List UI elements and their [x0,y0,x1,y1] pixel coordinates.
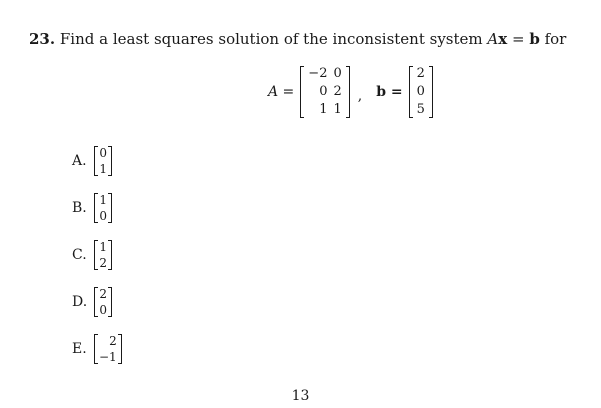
vector-cell: 0 [99,303,107,317]
matrix-A-row [305,101,344,119]
eq-b: b [529,30,540,48]
choice-a[interactable] [72,141,122,181]
choice-label: D. [72,294,88,310]
vector-b-row [414,83,428,101]
answer-choices [72,141,122,376]
matrix-A-row [305,65,344,83]
choice-b[interactable] [72,188,122,228]
vector-b [409,65,433,119]
matrix-cell: 1 [319,102,328,117]
matrix-cell: 2 [333,84,342,99]
choice-vector [94,145,112,177]
choice-label: B. [72,200,87,216]
choice-label: A. [72,153,87,169]
vector-cell: 2 [416,66,425,81]
vector-cell: 1 [99,193,107,207]
problem-text: Find a least squares solution of the inconsistent system [59,30,483,48]
vector-cell: 0 [99,146,107,160]
eq-equals: = [507,30,530,48]
matrix-cell: 1 [333,102,342,117]
choice-vector [94,286,112,318]
matrix-cell: 0 [319,84,328,99]
choice-vector [94,333,122,365]
matrix-separator: , [357,88,363,104]
vector-cell: −1 [99,350,117,364]
problem-number: 23. [29,30,56,48]
eq-A: A [487,30,499,48]
page-number: 13 [291,388,310,404]
eq-x: x [498,30,508,48]
matrix-definitions [268,62,433,122]
vector-cell: 5 [416,102,425,117]
vector-b-row [414,65,428,83]
choice-label: E. [72,341,87,357]
vector-b-row [414,101,428,119]
matrix-A-row [305,83,344,101]
vector-cell: 0 [416,84,425,99]
vector-b-label: b = [376,84,403,100]
matrix-cell: 0 [333,66,342,81]
vector-cell: 1 [99,240,107,254]
vector-cell: 2 [99,287,107,301]
vector-cell: 0 [99,209,107,223]
choice-c[interactable] [72,235,122,275]
choice-label: C. [72,247,87,263]
matrix-cell: −2 [308,66,328,81]
matrix-A [300,65,349,119]
problem-statement [29,30,589,48]
choice-vector [94,192,112,224]
vector-cell: 2 [109,334,117,348]
matrix-A-label: A = [268,84,295,100]
choice-d[interactable] [72,282,122,322]
vector-cell: 1 [99,162,107,176]
choice-vector [94,239,112,271]
for-word: for [544,30,567,48]
choice-e[interactable] [72,329,122,369]
vector-cell: 2 [99,256,107,270]
